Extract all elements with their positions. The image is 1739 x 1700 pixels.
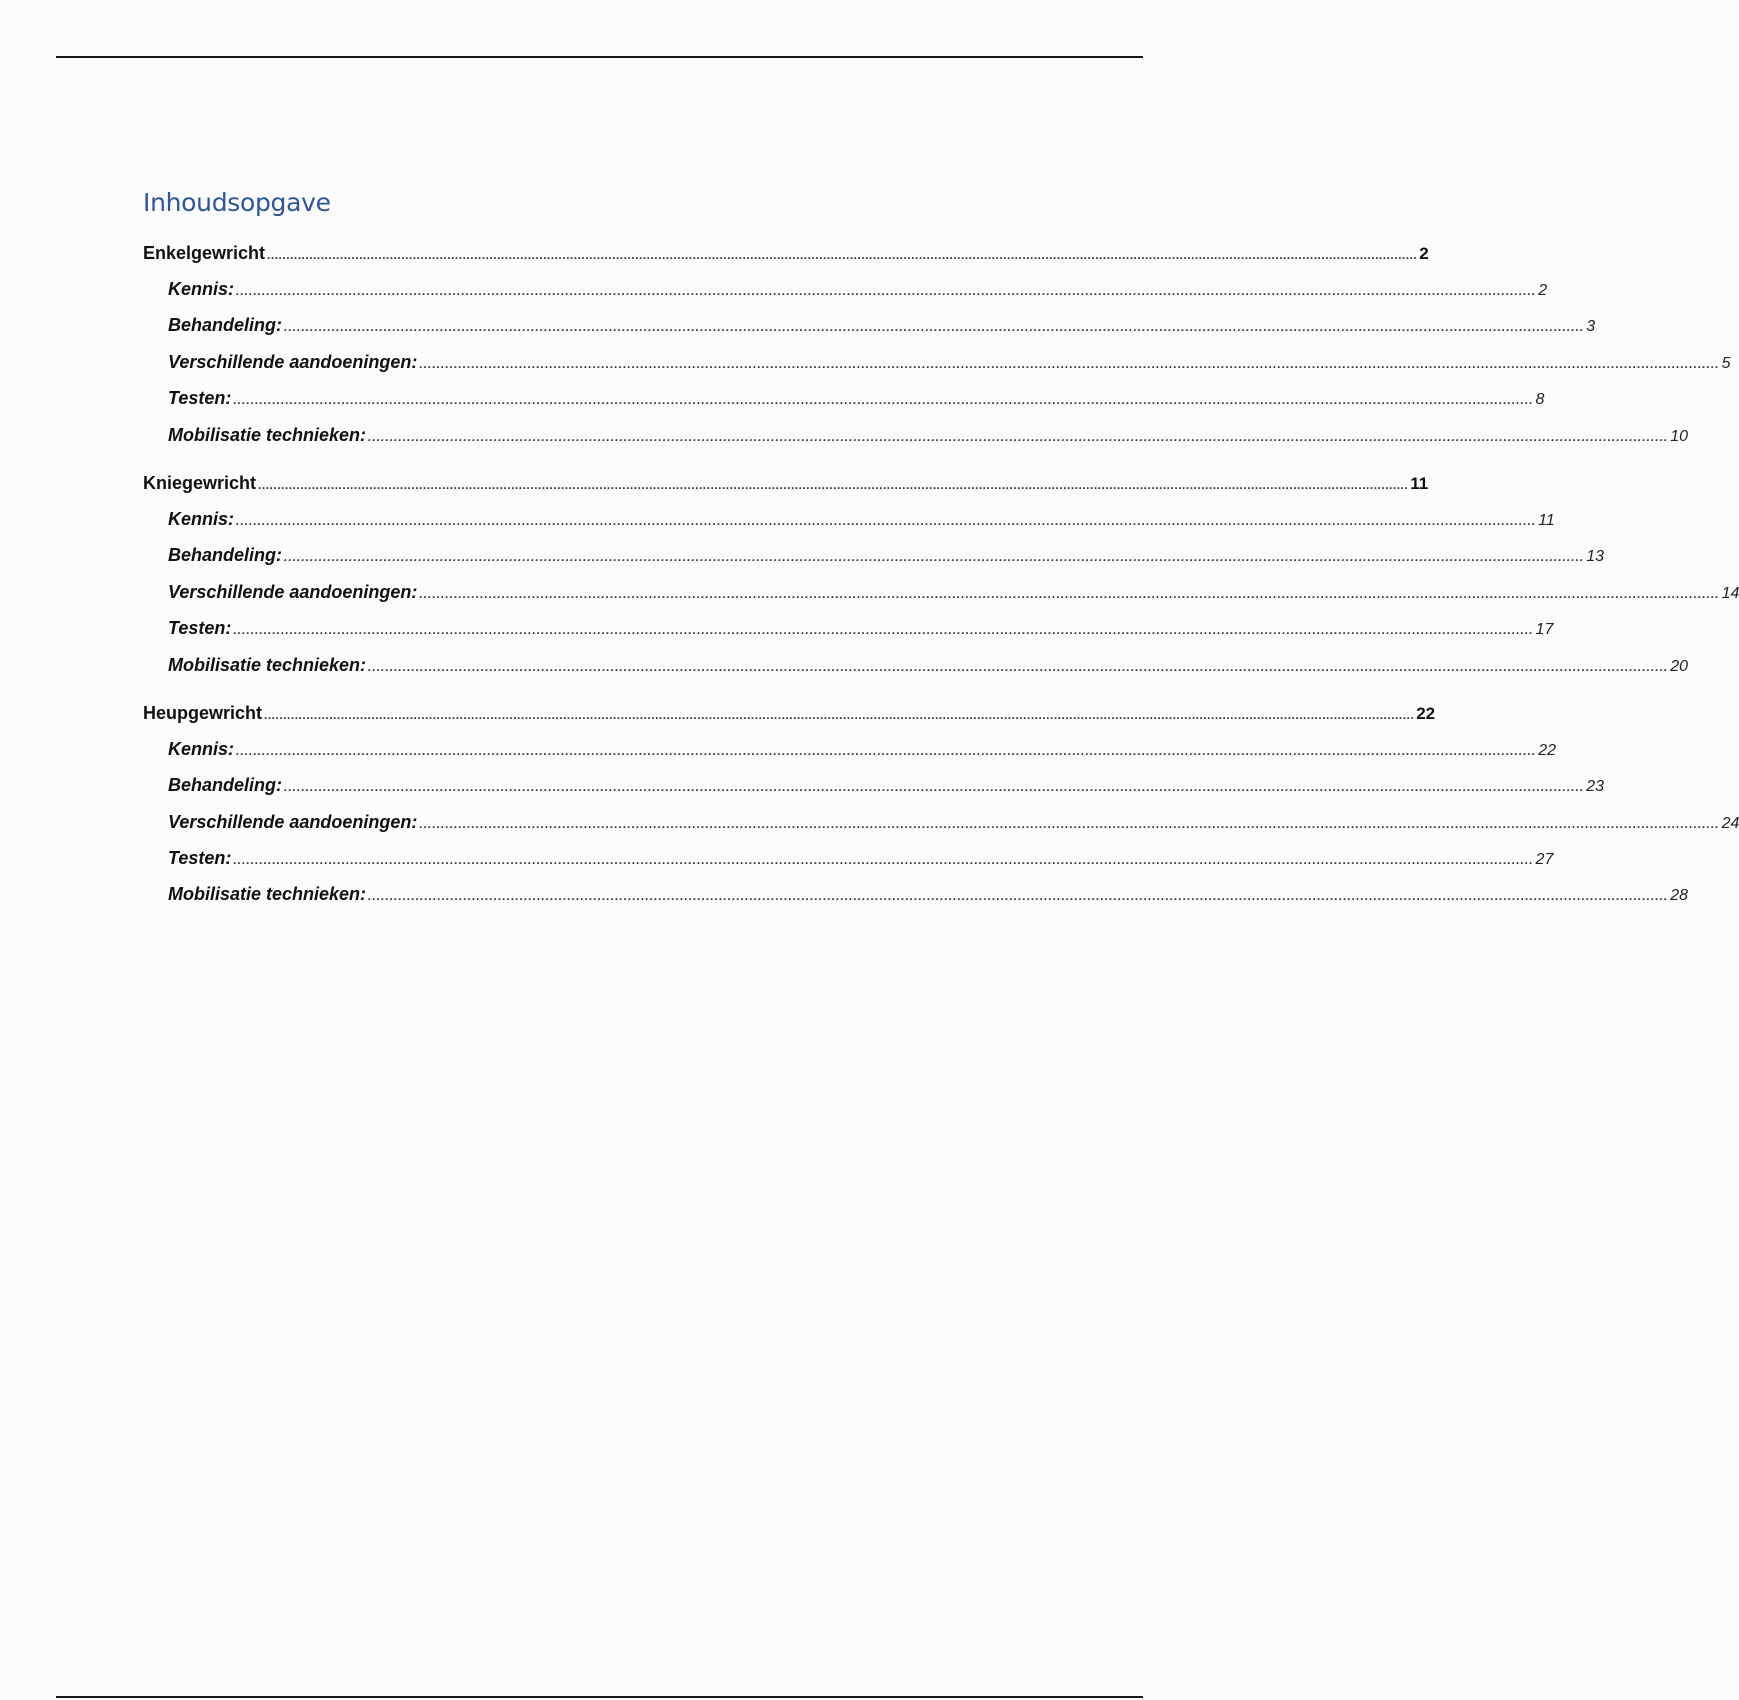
toc-title: Inhoudsopgave [143,188,331,217]
toc-entry-page: 24 [1721,814,1739,832]
toc-section[interactable] [143,279,1548,315]
dot-leader: ............................................................................................................................................................................................................................................................................................................ [284,550,1585,565]
toc-entry-label: Testen: [168,388,232,409]
toc-entry-page: 17 [1535,621,1554,639]
toc-entry-page: 23 [1586,778,1605,796]
toc-section[interactable] [143,811,1739,848]
toc-entry-page: 13 [1586,548,1605,566]
dot-leader: ............................................................................................................................................................................................................................................................................................................ [236,743,1537,758]
toc-entry-page: 2 [1419,244,1429,263]
toc-entry-label: Mobilisatie technieken: [168,884,367,905]
toc-entry-label: Heupgewricht [143,702,263,723]
dot-leader: ............................................................................................................................................................................................................................................................................................................ [236,284,1537,298]
toc-section[interactable] [143,654,1689,691]
dot-leader: ............................................................................................................................................................................................................................................................................................................ [236,513,1537,528]
toc-entry-label: Behandeling: [168,775,283,796]
dot-leader: ............................................................................................................................................................................................................................................................................................................ [368,659,1669,674]
toc-entry-label: Behandeling: [168,315,283,336]
header-rule [56,56,1143,58]
toc-entry-page: 5 [1721,354,1731,372]
dot-leader: ............................................................................................................................................................................................................................................................................................................ [267,248,1418,262]
toc-entry-page: 3 [1586,318,1596,336]
toc-entry-page: 11 [1410,473,1429,493]
dot-leader: ............................................................................................................................................................................................................................................................................................................ [419,816,1720,831]
dot-leader: ............................................................................................................................................................................................................................................................................................................ [419,356,1720,371]
toc-entry-page: 11 [1538,511,1555,529]
toc-entry-page: 2 [1538,282,1548,299]
toc-section[interactable] [143,618,1554,654]
dot-leader: ............................................................................................................................................................................................................................................................................................................ [419,586,1720,601]
dot-leader: ............................................................................................................................................................................................................................................................................................................ [233,393,1534,408]
toc-entry-label: Enkelgewricht [143,243,266,263]
toc-section[interactable] [143,848,1554,884]
toc-entry-label: Verschillende aandoeningen: [168,351,418,372]
toc-entry-label: Verschillende aandoeningen: [168,811,418,832]
toc-entry-page: 10 [1670,427,1689,445]
dot-leader: ............................................................................................................................................................................................................................................................................................................ [368,429,1669,444]
toc-chapter-kniegewricht[interactable] [143,472,1429,509]
toc-section[interactable] [143,388,1545,424]
toc-chapter-enkelgewricht[interactable] [143,243,1429,279]
table-of-contents [143,188,1739,921]
toc-entry-page: 14 [1721,584,1739,602]
toc-entry-label: Mobilisatie technieken: [168,654,367,675]
toc-entry-label: Kennis: [168,279,235,299]
dot-leader: ............................................................................................................................................................................................................................................................................................................ [284,320,1585,335]
toc-section[interactable] [143,315,1596,351]
toc-entry-label: Kennis: [168,508,235,529]
toc-entry-page: 22 [1538,741,1557,759]
dot-leader: ............................................................................................................................................................................................................................................................................................................ [284,780,1585,795]
toc-section[interactable] [143,738,1557,775]
toc-entry-label: Kennis: [168,738,235,759]
toc-entry-page: 22 [1416,703,1436,723]
dot-leader: ............................................................................................................................................................................................................................................................................................................ [368,889,1669,904]
toc-section[interactable] [143,351,1731,388]
toc-section[interactable] [143,424,1689,461]
toc-entry-label: Mobilisatie technieken: [168,424,367,445]
toc-entry-label: Verschillende aandoeningen: [168,581,418,602]
dot-leader: ............................................................................................................................................................................................................................................................................................................ [233,853,1534,868]
toc-entry-page: 8 [1535,391,1545,409]
toc-entry-page: 28 [1670,887,1689,905]
toc-chapter-heupgewricht[interactable] [143,702,1436,739]
toc-section[interactable] [143,508,1555,545]
toc-entry-label: Behandeling: [168,545,283,566]
dot-leader: ............................................................................................................................................................................................................................................................................................................ [258,477,1409,492]
footer-rule [56,1696,1143,1698]
toc-entry-label: Testen: [168,848,232,869]
dot-leader: ............................................................................................................................................................................................................................................................................................................ [264,707,1415,722]
toc-section[interactable] [143,545,1605,581]
toc-section[interactable] [143,884,1689,920]
toc-section[interactable] [143,775,1605,811]
dot-leader: ............................................................................................................................................................................................................................................................................................................ [233,623,1534,638]
toc-entry-page: 27 [1535,851,1554,869]
toc-entry-label: Kniegewricht [143,472,257,493]
toc-entry-page: 20 [1670,657,1689,675]
toc-section[interactable] [143,581,1739,618]
toc-entry-label: Testen: [168,618,232,639]
